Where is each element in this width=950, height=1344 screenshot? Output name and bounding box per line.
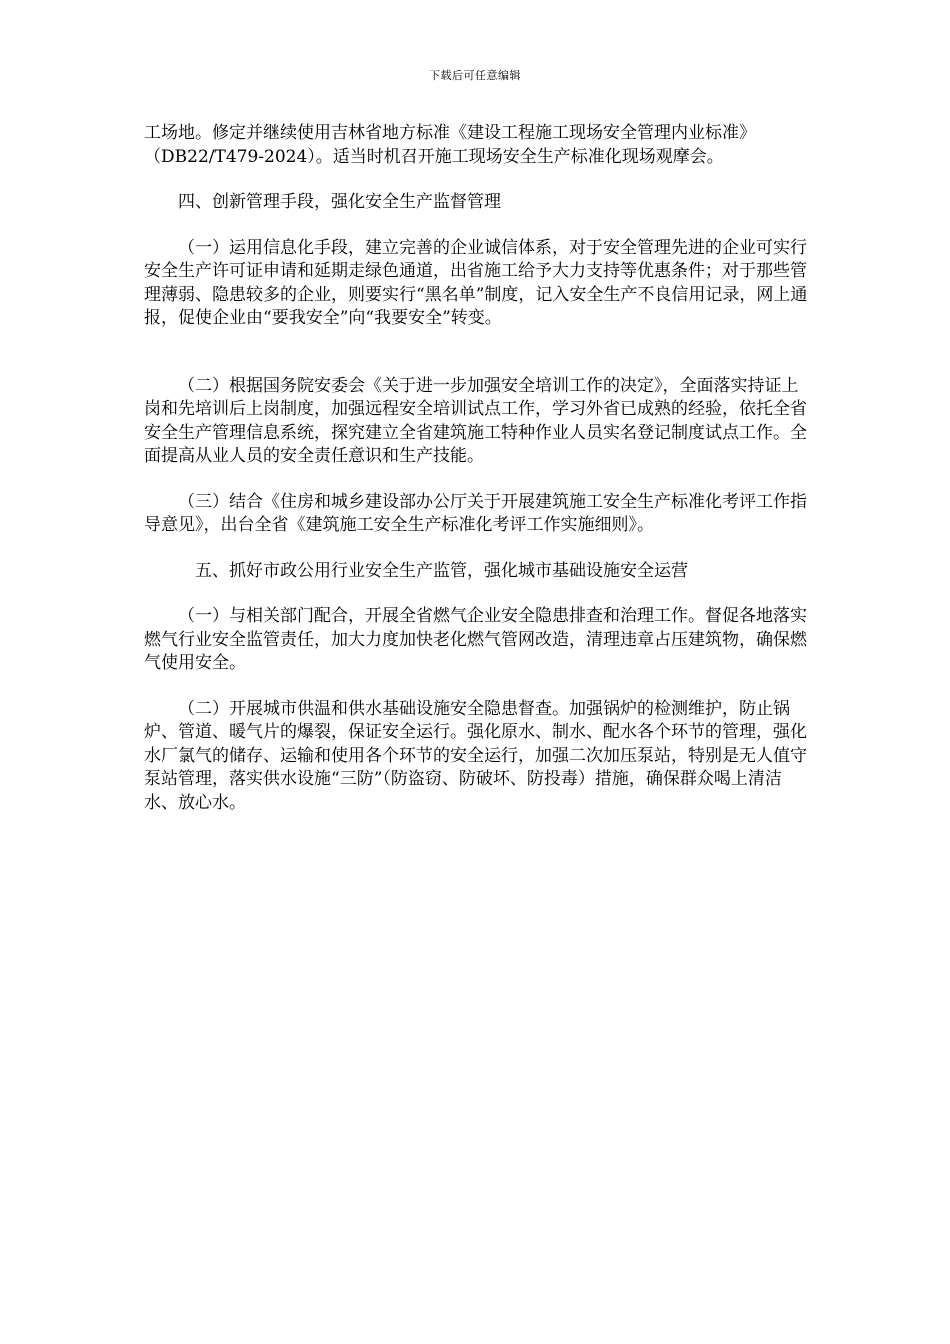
section-4-heading: 四、创新管理手段，强化安全生产监督管理 [178, 192, 501, 212]
section-4-paragraph-2: （二）根据国务院安委会《关于进一步加强安全培训工作的决定》，全面落实持证上岗和先培训后上岗制度，加强远程安全培训试点工作，学习外省已成熟的经验，依托全省安全生产管理信息系统，探究建立全省建筑施工特种作业人员实名登记制度试点工作。全面提高从业人员的安全责任意识和生产技能。 [144, 375, 807, 466]
continuation-paragraph: 工场地。修定并继续使用吉林省地方标准《建设工程施工现场安全管理内业标准》（DB22/T479-2024）。适当时机召开施工现场安全生产标准化现场观摩会。 [144, 123, 756, 167]
section-4-paragraph-3: （三）结合《住房和城乡建设部办公厅关于开展建筑施工安全生产标准化考评工作指导意见》，出台全省《建筑施工安全生产标准化考评工作实施细则》。 [144, 491, 807, 535]
document-body [144, 122, 810, 837]
section-4-paragraph-1: （一）运用信息化手段，建立完善的企业诚信体系，对于安全管理先进的企业可实行安全生产许可证申请和延期走绿色通道，出省施工给予大力支持等优惠条件；对于那些管理薄弱、隐患较多的企业，则要实行“黑名单”制度，记入安全生产不良信用记录，网上通报，促使企业由“要我安全”向“我要安全”转变。 [144, 237, 808, 328]
page-header: 下载后可任意编辑 [429, 69, 521, 82]
section-5-paragraph-1: （一）与相关部门配合，开展全省燃气企业安全隐患排查和治理工作。督促各地落实燃气行业安全监管责任，加大力度加快老化燃气管网改造，清理违章占压建筑物，确保燃气使用安全。 [144, 606, 807, 673]
section-5-heading: 五、抓好市政公用行业安全生产监管，强化城市基础设施安全运营 [195, 560, 688, 581]
section-5-paragraph-2: （二）开展城市供温和供水基础设施安全隐患督查。加强锅炉的检测维护，防止锅炉、管道、暖气片的爆裂，保证安全运行。强化原水、制水、配水各个环节的管理，强化水厂氯气的储存、运输和使用各个环节的安全运行，加强二次加压泵站，特别是无人值守泵站管理，落实供水设施“三防”（防盗窃、防破坏、防投毒）措施，确保群众喝上清洁水、放心水。 [144, 698, 807, 813]
